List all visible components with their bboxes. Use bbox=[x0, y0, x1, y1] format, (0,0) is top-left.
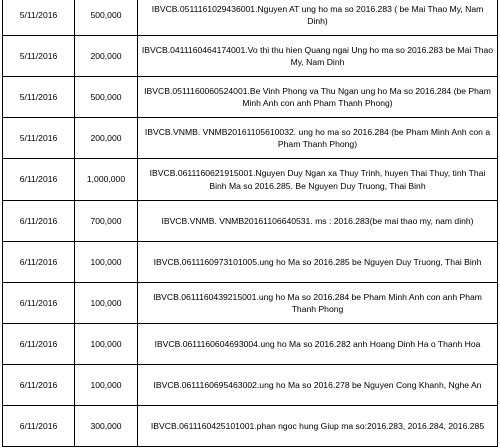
date-cell: 6/11/2016 bbox=[3, 365, 75, 406]
date-cell: 6/11/2016 bbox=[3, 242, 75, 283]
amount-cell: 500,000 bbox=[75, 0, 138, 36]
amount-cell: 100,000 bbox=[75, 324, 138, 365]
amount-cell: 100,000 bbox=[75, 283, 138, 324]
description-cell: IBVCB.VNMB. VNMB20161106640531. ms : 2016.283(be mai thao my, nam dinh) bbox=[138, 201, 498, 242]
description-cell: IBVCB.0611160695463002.ung ho Ma so 2016.278 be Nguyen Cong Khanh, Nghe An bbox=[138, 365, 498, 406]
table-row bbox=[3, 365, 498, 406]
table-row bbox=[3, 118, 498, 159]
description-cell: IBVCB.0611160604693004.ung ho Ma so 2016.282 anh Hoang Dinh Ha o Thanh Hoa bbox=[138, 324, 498, 365]
amount-cell: 300,000 bbox=[75, 406, 138, 447]
table-row bbox=[3, 406, 498, 447]
description-cell: IBVCB.0411160464174001.Vo thi thu hien Quang ngai Ung ho ma so 2016.283 be Mai Thao My, Nam Dinh bbox=[138, 36, 498, 77]
description-cell: IBVCB.0611160621915001.Nguyen Duy Ngan xa Thuy Trinh, huyen Thai Thuy, tinh Thai Binh Ma so 2016.285. Be Nguyen Duy Truong, Thai Binh bbox=[138, 159, 498, 201]
table-row bbox=[3, 0, 498, 36]
amount-cell: 100,000 bbox=[75, 365, 138, 406]
description-cell: IBVCB.0511160060524001.Be Vinh Phong va Thu Ngan ung ho Ma so 2016.284 (be Pham Minh Anh con anh Pham Thanh Phong) bbox=[138, 77, 498, 118]
table-row bbox=[3, 36, 498, 77]
date-cell: 5/11/2016 bbox=[3, 36, 75, 77]
table-row bbox=[3, 159, 498, 201]
description-cell: IBVCB.VNMB. VNMB20161105610032. ung ho ma so 2016.284 (be Pham Minh Anh con a Pham Thanh Phong) bbox=[138, 118, 498, 159]
description-cell: IBVCB.0611160439215001.ung ho Ma so 2016.284 be Pham Minh Anh con anh Pham Thanh Phong bbox=[138, 283, 498, 324]
date-cell: 6/11/2016 bbox=[3, 159, 75, 201]
amount-cell: 700,000 bbox=[75, 201, 138, 242]
donation-table-body bbox=[3, 0, 498, 447]
table-row bbox=[3, 77, 498, 118]
description-cell: IBVCB.0611160425101001.phan ngoc hung Giup ma so:2016.283, 2016.284, 2016.285 bbox=[138, 406, 498, 447]
amount-cell: 200,000 bbox=[75, 118, 138, 159]
amount-cell: 1,000,000 bbox=[75, 159, 138, 201]
date-cell: 6/11/2016 bbox=[3, 406, 75, 447]
table-row bbox=[3, 201, 498, 242]
date-cell: 5/11/2016 bbox=[3, 0, 75, 36]
amount-cell: 500,000 bbox=[75, 77, 138, 118]
description-cell: IBVCB.0611160973101005.ung ho Ma so 2016.285 be Nguyen Duy Truong, Thai Binh bbox=[138, 242, 498, 283]
date-cell: 5/11/2016 bbox=[3, 77, 75, 118]
table-row bbox=[3, 324, 498, 365]
date-cell: 6/11/2016 bbox=[3, 201, 75, 242]
date-cell: 6/11/2016 bbox=[3, 283, 75, 324]
table-row bbox=[3, 242, 498, 283]
description-cell: IBVCB.0511161029436001.Nguyen AT ung ho ma so 2016.283 ( be Mai Thao My, Nam Dinh) bbox=[138, 0, 498, 36]
amount-cell: 100,000 bbox=[75, 242, 138, 283]
date-cell: 6/11/2016 bbox=[3, 324, 75, 365]
table-row bbox=[3, 283, 498, 324]
donation-table bbox=[2, 0, 498, 447]
amount-cell: 200,000 bbox=[75, 36, 138, 77]
date-cell: 5/11/2016 bbox=[3, 118, 75, 159]
